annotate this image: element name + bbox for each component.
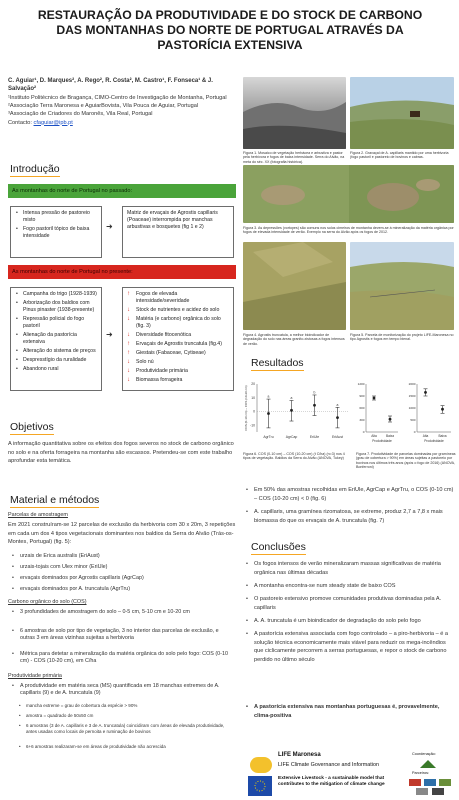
objectives-text: A informação quantitativa sobre os efeitos dos fogos severos no stock de carbono orgânico no solo e na oferta forrageira na montanha são escassos. Pretendeu-se com este trabalho aprofundar esta temática.	[8, 441, 234, 465]
arrow-down-icon: ↓	[127, 332, 130, 338]
past-right-text: Matriz de ervaçais de Agrostis capillaris (Poaceae) interrompida por manchas arbustivas e bosquetes (fig 1 e 2)	[127, 210, 218, 230]
present-left-item: • Campanha do trigo (1928-1939)	[15, 291, 97, 298]
life-cgi-text: LIFE Climate Governance and Information	[278, 762, 379, 768]
veg-type-item: • ervaçais dominados por A. truncatula (AgrTru)	[12, 586, 234, 593]
y-tick-label: 0	[362, 430, 365, 435]
present-left-box	[10, 287, 102, 391]
present-right-item	[127, 316, 229, 330]
past-bar	[8, 184, 236, 198]
affiliation-2: ²Associação Terra Maronesa e AguiarBovista, Vila Pouca de Aguiar, Portugal	[8, 103, 199, 110]
present-right-item	[127, 332, 229, 339]
present-left-item: • Alienação da pastorícia extensiva	[15, 332, 97, 346]
present-right-item-text: Biomassa forrageira	[136, 377, 183, 383]
arrow-down-icon: ↓	[127, 368, 130, 374]
life-extensive-text: Extensive Livestock - a sustainable model that contributes to the mitigation of climate change	[278, 776, 385, 787]
title-line-1: RESTAURAÇÃO DA PRODUTIVIDADE E DO STOCK DE CARBONO	[37, 8, 423, 22]
arrow-down-icon: ↓	[127, 359, 130, 365]
caption-fig1: Figura 1. Mosaico de vegetação herbácea e arbustiva e pastor pela herbívora e fogos de baixa intensidade. Serra do Alvão, na meta do séc. XX (fotografia histórica).	[243, 151, 345, 164]
x-tick-label: Alta	[371, 434, 377, 438]
photo-fig3-depressions	[243, 165, 454, 223]
mean-point	[424, 391, 427, 394]
mean-point	[267, 412, 270, 415]
y-tick-label: 10	[251, 395, 255, 400]
y-tick-label: 600	[359, 406, 365, 411]
arrow-up-icon: ↑	[127, 341, 130, 347]
conclusions-heading: Conclusões	[251, 541, 306, 553]
past-left-item: • Intensa pressão de pastoreio misto	[15, 210, 97, 224]
present-right-item	[127, 359, 229, 366]
coordinator-logo-icon	[418, 758, 438, 770]
chart-fig6	[243, 378, 353, 448]
prod-sub-item: • 6 amostras (3 de A. capillaris e 3 de A. truncatula) coincidiram com áreas de elevada produtividade, antes usadas como locais de pernoita e ruminação de bovinos	[12, 723, 234, 735]
caption-fig6: Figura 6. COS (0-10 cm) – COS (10-20 cm) (t C/ha) (n=3) nos 4 tipos de vegetação. Baldios da Serra do Alvão (ANOVA, Tukey)	[243, 452, 345, 461]
significance-label: a	[267, 394, 270, 399]
present-left-item: • Arborização dos baldios com Pinus pinaster (1938-presente)	[15, 300, 97, 314]
prod-sub-item: • 6+6 amostras realizaram-se em áreas de produtividade não acrescida	[12, 744, 234, 750]
arrow-up-icon: ↑	[127, 291, 130, 297]
x-tick-label: Alta	[422, 434, 429, 438]
veg-type-item: • urzais-tojais com Ulex minor (EriUle)	[12, 564, 234, 571]
author-names: C. Aguiar¹, D. Marques², A. Rego², R. Costa², M. Castro¹, F. Fonseca¹ & J. Salvação²	[8, 78, 213, 92]
present-right-item	[127, 291, 229, 305]
photo-fig1-historic	[243, 77, 346, 149]
present-right-item	[127, 341, 229, 348]
life-maronesa-text: LIFE Maronesa	[278, 752, 321, 758]
significance-label: a	[290, 395, 293, 400]
conclusion-item: • O pastoreio extensivo promove comunidades produtivas dominadas pela A. capillaris	[246, 595, 454, 612]
caption-fig5: Figura 5. Parcela de monitorização do projeto LIFE-Maronesa no tipo Agrostis e fogos em tempo bienal.	[350, 333, 454, 342]
coordenacao-label: Coordenação:	[412, 752, 436, 756]
present-right-item	[127, 377, 229, 384]
past-right-box	[122, 206, 234, 258]
y-tick-label: 900	[359, 394, 365, 399]
y-tick-label: 20	[251, 382, 255, 387]
eu-flag-icon	[248, 776, 272, 796]
present-bar	[8, 265, 236, 279]
past-bar-label: As montanhas do norte de Portugal no passado:	[12, 188, 133, 194]
conclusion-item: • Os fogos intensos de verão mineralizaram massas significativas de matéria orgânica nas últimas décadas	[246, 560, 454, 577]
arrow-up-icon: ↑	[127, 350, 130, 356]
caption-fig3: Figura 3. As depressões (vortopes) são comuns nos solos cimeiros de montanha devem-se à mineralização da matéria orgânica por fogos de elevada intensidade de verão. Exemplo na serra do Alvão após os fogos de 2012.	[243, 226, 454, 235]
cos-item: • Métrica para detetar a mineralização da matéria orgânica do solo pelo fogo: COS (0-10 cm) - COS (10-20 cm), em C/ha	[12, 651, 234, 665]
life-maronesa-logo	[250, 757, 272, 773]
contact-email-link[interactable]: cfaguiar@ipb.pt	[33, 119, 73, 126]
conclusion-item: • A. A. truncatula é um bioindicador de degradação do solo pelo fogo	[246, 617, 454, 626]
x-group-label: Produtividade	[424, 439, 444, 443]
result-item: • A. capillaris, uma gramínea rizomatosa, se extreme, produz 2,7 a 7,8 x mais biomassa do que os ervaçais de A. truncatula (fig. 7)	[246, 508, 454, 525]
prod-sub-item: • mancha extreme = grau de cobertura da espécie > 90%	[12, 703, 234, 709]
prod-sub-item: • amostra = quadrado de 50x50 cm	[12, 713, 234, 719]
caption-fig4: Figura 4. Agrostis truncatula, a melhor bioindicador de degradação do solo nas áreas granito-xistosas a fogos intensos de verão.	[243, 333, 345, 346]
arrow-right-icon: ➜	[106, 222, 113, 231]
y-tick-label: 300	[359, 418, 365, 423]
significance-label: b	[313, 390, 316, 395]
footer-logos	[242, 752, 454, 798]
contact-label: Contacto:	[8, 119, 32, 126]
present-right-item-text: Ervaçais de Agrostis truncatula (fig.4)	[136, 341, 222, 347]
y-tick-label: 0	[413, 430, 416, 435]
methods-subhead-plots: Parcelas de amostragem	[8, 512, 68, 518]
prod-item: • A produtividade em matéria seca (MS) quantificada em 18 manchas extremes de A. capillaris (9) e de A. truncatula (9)	[12, 683, 234, 697]
results-heading: Resultados	[251, 357, 304, 369]
y-tick-label: 2000	[408, 382, 416, 387]
present-right-item-text: Diversidade fitocenótica	[136, 332, 192, 338]
veg-type-item: • urzais de Erica australis (EriAust)	[12, 553, 234, 560]
photo-fig2-grassland	[350, 77, 454, 149]
arrow-down-icon: ↓	[127, 377, 130, 383]
chart-fig7-a	[352, 378, 402, 448]
present-right-item-text: Solo nú	[136, 359, 154, 365]
x-tick-label: Baixa	[386, 434, 394, 438]
present-left-item: • Abandono rural	[15, 366, 97, 373]
y-tick-label: -10	[250, 423, 255, 428]
conclusion-item: • A pastorícia extensiva nas montanhas portuguesas é, provavelmente, clima-positiva	[246, 703, 454, 720]
result-item: • Em 50% das amostras recolhidas em EriUle, AgrCap e AgrTru, o COS (0-10 cm) – COS (10-20 cm) < 0 (fig. 6)	[246, 486, 454, 503]
mean-point	[389, 418, 392, 421]
x-tick-label: EriAust	[332, 435, 343, 439]
present-right-item-text: Matéria (e carbono) orgânica do solo (fig. 3)	[136, 316, 221, 329]
caption-fig7: Figura 7. Produtividade de parcelas dominadas por gramíneas (grau de cobertura > 90%) em áreas sujeitas a pastoreio por bovinos nos últimos três anos (após o fogo de 2016) (ANOVA, Bonferroni)	[356, 452, 456, 470]
methods-subhead-prod: Produtividade primária	[8, 673, 62, 679]
mean-point	[313, 404, 316, 407]
poster-title	[10, 8, 450, 53]
arrow-down-icon: ↓	[127, 307, 130, 313]
present-bar-label: As montanhas do norte de Portugal no presente:	[12, 269, 133, 275]
x-tick-label: Baixa	[438, 434, 447, 438]
parceiros-label: Parceiros:	[412, 771, 430, 775]
cos-item: • 3 profundidades de amostragem do solo – 0-5 cm, 5-10 cm e 10-20 cm	[12, 609, 234, 616]
affiliation-3: ³Associação de Criadores do Maronês, Vila Real, Portugal	[8, 111, 153, 118]
present-right-item-text: Produtividade primária	[136, 368, 188, 374]
y-tick-label: 1500	[408, 394, 416, 399]
photo-fig4-truncatula	[243, 242, 346, 330]
methods-plots-text: Em 2021 construíram-se 12 parcelas de exclusão da herbivoria com 30 x 20m, 3 repetições em cada um dos 4 tipos vegetacionais dominantes nos baldios da Serra do Alvão (Trás-os-Montes, Portugal) (fig. 5):	[8, 522, 236, 546]
present-right-box	[122, 287, 234, 391]
objectives-heading: Objetivos	[10, 421, 54, 433]
past-left-box	[10, 206, 102, 258]
y-tick-label: 0	[253, 409, 255, 414]
mean-point	[441, 408, 444, 411]
present-right-item	[127, 307, 229, 314]
present-right-item	[127, 368, 229, 375]
y-axis-label: COS (0-10 cm) – COS (10-20 cm)	[244, 385, 248, 431]
present-left-item: • Repressão policial do fogo pastoril	[15, 316, 97, 330]
significance-label: a	[336, 402, 339, 407]
affiliation-1: ¹Instituto Politécnico de Bragança, CIMO-Centro de Investigação de Montanha, Portugal	[8, 95, 227, 101]
mean-point	[373, 397, 376, 400]
past-left-item: • Fogo pastoril tópico de baixa intensidade	[15, 226, 97, 240]
arrow-right-icon: ➜	[106, 330, 113, 339]
methods-heading: Material e métodos	[10, 494, 100, 506]
conclusion-item: • A pastorícia extensiva associada com fogo controlado – a piro-herbivoria – é a solução técnica economicamente mais viável para reduzir os mega-incêndios que ciclicamente percorrem a serras portuguesas, e repor o stock de carbono perdido no último século	[246, 630, 454, 664]
y-tick-label: 500	[410, 418, 416, 423]
present-right-item-text: Giestais (Fabaceae, Cytiseae)	[136, 350, 206, 356]
present-left-item: • Despresstígio da ruralidade	[15, 357, 97, 364]
x-tick-label: EriUle	[309, 435, 320, 439]
partners-logos-icon	[408, 777, 452, 797]
present-right-item	[127, 350, 229, 357]
chart-fig7-b	[403, 378, 455, 448]
veg-type-item: • ervaçais dominados por Agrostis capillaris (AgrCap)	[12, 575, 234, 582]
x-group-label: Produtividade	[372, 439, 392, 443]
present-left-item: • Alteração do sistema de preços	[15, 348, 97, 355]
title-line-2: DAS MONTANHAS DO NORTE DE PORTUGAL ATRAVÉS DA	[56, 23, 404, 37]
intro-heading: Introdução	[10, 163, 60, 175]
y-tick-label: 1000	[408, 406, 416, 411]
caption-fig2: Figura 2. Gravaçal de A. capillaris mantido por uma herbivoria (fogo pastoril e pastoreio de bovinos e cabras.	[350, 151, 449, 160]
y-tick-label: 1200	[357, 382, 365, 387]
title-line-3: PASTORÍCIA EXTENSIVA	[157, 38, 303, 52]
cos-item: • 6 amostras de solo por tipo de vegetação, 3 no interior das parcelas de exclusão, e outras 3 em áreas vizinhas sujeitas a herbivoria	[12, 628, 234, 642]
authors-block	[8, 77, 236, 127]
photo-fig5-plot	[350, 242, 454, 330]
x-tick-label: AgrCap	[285, 435, 298, 439]
x-tick-label: AgrTru	[263, 435, 274, 439]
conclusion-item: • A montanha encontra-se num steady state de baixo COS	[246, 582, 454, 591]
present-right-item-text: Stock de nutrientes e acidez do solo	[136, 307, 220, 313]
mean-point	[336, 416, 339, 419]
mean-point	[290, 409, 293, 412]
methods-subhead-cos: Carbono orgânico do solo (COS)	[8, 599, 87, 605]
present-right-list	[127, 291, 229, 384]
arrow-down-icon: ↓	[127, 316, 130, 322]
contact-line	[8, 120, 236, 127]
present-right-item-text: Fogos de elevada intensidade/severidade	[136, 291, 190, 304]
